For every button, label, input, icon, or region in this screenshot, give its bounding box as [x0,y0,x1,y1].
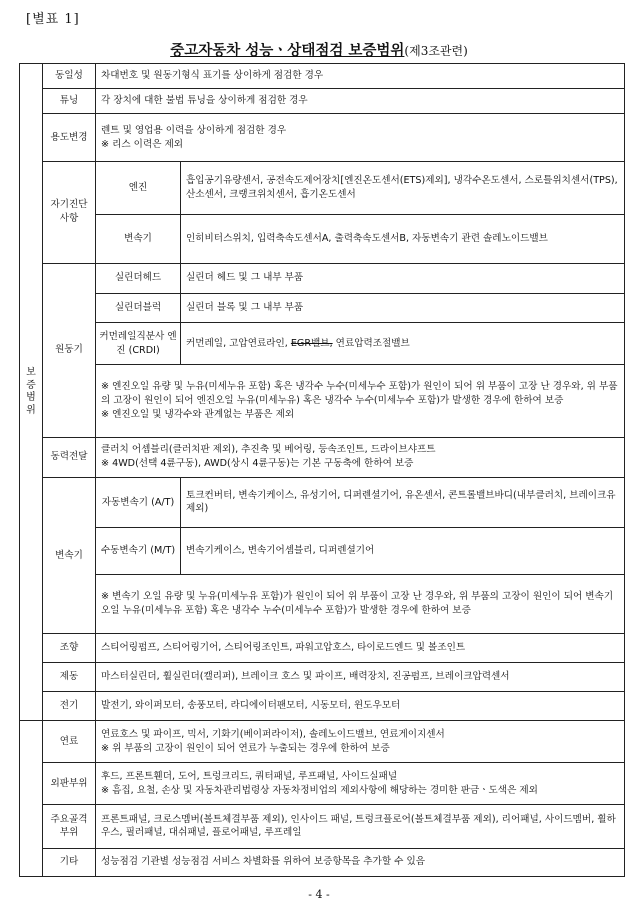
title-text: 중고자동차 성능ㆍ상태점검 보증범위 [170,43,405,59]
table-row [20,721,625,763]
usage-content: 렌트 및 영업용 이력을 상이하게 점검한 경우 [101,124,287,136]
document-title [0,39,638,60]
row-label: 변속기 [43,477,96,633]
sub-label: 실린더블럭 [96,294,181,323]
warranty-scope-table [19,63,625,877]
row-content: 차대번호 및 원동기형식 표기를 상이하게 점검한 경우 [96,64,625,89]
engine-note-2: ※ 엔진오일 및 냉각수와 관계없는 부품은 제외 [101,409,295,421]
engine-note-1: ※ 엔진오일 유량 및 누유(미세누유 포함) 혹은 냉각수 누수(미세누수 포함)가 원인이 되어 위 부품이 고장 난 경우와, 위 부품의 고장이 원인이 되어 엔진오일 누유(미세누유) 혹은 냉각수 누수(미세누수 포함)가 발생한 경우에 한하여 보증 [101,381,618,407]
row-label: 동력전달 [43,437,96,477]
sub-label: 수동변속기 (M/T) [96,528,181,575]
row-content: 변속기케이스, 변속기어셈블리, 디퍼렌셜기어 [181,528,625,575]
table-row [20,763,625,805]
row-content: 프론트패널, 크로스멤버(볼트체결부품 제외), 인사이드 패널, 트렁크플로어(볼트체결부품 제외), 리어패널, 사이드멤버, 휠하우스, 필러패널, 대쉬패널, 플로어패널, 루프레일 [96,805,625,848]
table-row [20,294,625,323]
table-row [20,89,625,114]
table-row [20,114,625,161]
row-content: 스티어링펌프, 스티어링기어, 스티어링조인트, 파워고압호스, 타이로드엔드 및 볼조인트 [96,634,625,662]
sub-label: 변속기 [96,215,181,263]
row-label: 동일성 [43,64,96,89]
row-label: 주요골격 부위 [43,805,96,848]
table-row [20,805,625,848]
row-content: 실린더 헤드 및 그 내부 부품 [181,263,625,293]
row-content: 인히비터스위치, 입력축속도센서A, 출력축속도센서B, 자동변속기 관련 솔레노이드밸브 [181,215,625,263]
sub-label: 커먼레일직분사 엔진 (CRDI) [96,323,181,365]
table-row [20,323,625,365]
row-label: 자기진단 사항 [43,161,96,263]
crdi-content-a: 커먼레일, 고압연료라인, [186,337,291,349]
sub-label: 자동변속기 (A/T) [96,477,181,527]
table-row [20,215,625,263]
crdi-content-strikethrough: EGR밸브, [290,337,333,349]
table-row [20,634,625,662]
row-content: 흡입공기유량센서, 공전속도제어장치[엔진온도센서(ETS)제외], 냉각수온도센서, 스로틀위치센서(TPS), 산소센서, 크랭크위치센서, 흡기온도센서 [181,161,625,215]
fuel-note: ※ 위 부품의 고장이 원인이 되어 연료가 누출되는 경우에 한하여 보증 [101,742,390,754]
row-label: 기타 [43,848,96,877]
group-label: 보증범위 [26,367,36,416]
power-note: ※ 4WD(선택 4륜구동), AWD(상시 4륜구동)는 기본 구동축에 한하여 보증 [101,458,414,470]
row-content [96,721,625,763]
page-number: - 4 - [308,888,330,901]
power-content: 클러치 어셈블리(클러치판 제외), 추진축 및 베어링, 등속조인트, 드라이브샤프트 [101,444,436,456]
row-content: 성능점검 기관별 성능점검 서비스 차별화를 위하여 보증항목을 추가할 수 있음 [96,848,625,877]
row-content [96,437,625,477]
row-content [96,365,625,437]
row-content [96,763,625,805]
group-label-cell [20,64,43,721]
row-content: 토크컨버터, 변속기케이스, 유성기어, 디퍼렌셜기어, 유온센서, 콘트롤밸브바디(내부클러치, 브레이크유 제외) [181,477,625,527]
sub-label: 엔진 [96,161,181,215]
row-content: 각 장치에 대한 불법 튜닝을 상이하게 점검한 경우 [96,89,625,114]
row-content: ※ 변속기 오일 유량 및 누유(미세누유 포함)가 원인이 되어 위 부품이 고장 난 경우와, 위 부품의 고장이 원인이 되어 변속기 오일 누유(미세누유 포함) 혹은 냉각수 누수(미세누수 포함)가 발생한 경우에 한하여 보증 [96,575,625,634]
row-content: 발전기, 와이퍼모터, 송풍모터, 라디에이터팬모터, 시동모터, 윈도우모터 [96,692,625,721]
row-label: 용도변경 [43,114,96,161]
row-label: 전기 [43,692,96,721]
row-label: 원동기 [43,263,96,437]
appendix-tag: [별표 1] [26,12,80,27]
usage-note: ※ 리스 이력은 제외 [101,138,184,150]
table-row [20,64,625,89]
row-label: 외판부위 [43,763,96,805]
table-row [20,662,625,691]
row-content: 실린더 블록 및 그 내부 부품 [181,294,625,323]
exterior-note: ※ 흠집, 요철, 손상 및 자동차관리법령상 자동차정비업의 제외사항에 해당하는 경미한 판금ㆍ도색은 제외 [101,784,538,796]
table-row [20,161,625,215]
title-reference: (제3조관련) [404,44,468,58]
crdi-content-b: 연료압력조절밸브 [332,337,410,349]
table-row [20,365,625,437]
sub-label: 실린더헤드 [96,263,181,293]
row-content [96,114,625,161]
group-label-cell-cont [20,721,43,877]
table-row [20,437,625,477]
table-row [20,575,625,634]
exterior-content: 후드, 프론트휀더, 도어, 트렁크리드, 쿼터패널, 루프패널, 사이드실패널 [101,771,398,783]
row-content [181,323,625,365]
table-row [20,692,625,721]
row-label: 연료 [43,721,96,763]
table-row [20,528,625,575]
fuel-content: 연료호스 및 파이프, 믹서, 기화기(베이퍼라이저), 솔레노이드밸브, 연료게이지센서 [101,729,445,741]
table-row [20,848,625,877]
row-content: 마스터실린더, 휠실린더(캘리퍼), 브레이크 호스 및 파이프, 배력장치, 진공펌프, 브레이크압력센서 [96,662,625,691]
table-row [20,263,625,293]
table-row [20,477,625,527]
row-label: 튜닝 [43,89,96,114]
row-label: 제동 [43,662,96,691]
row-label: 조향 [43,634,96,662]
